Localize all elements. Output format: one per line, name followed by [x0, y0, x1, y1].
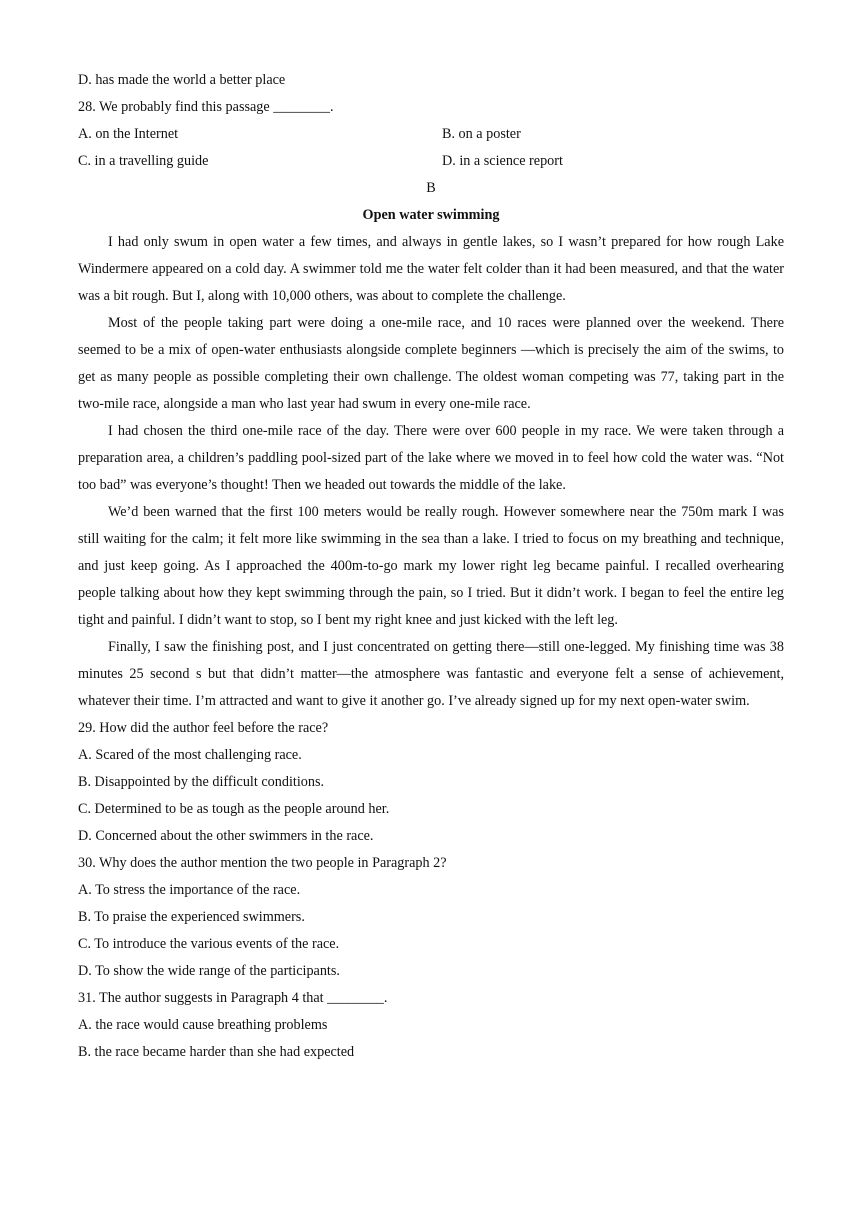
q28-option-c: C. in a travelling guide — [78, 153, 209, 169]
document-page — [78, 67, 784, 1066]
q29-option-a: A. Scared of the most challenging race. — [78, 747, 302, 763]
passage-paragraph-3: I had chosen the third one-mile race of the day. There were over 600 people in my race. We were taken through a preparation area, a children’s paddling pool-sized part of the lake where we moved in to feel how cold the water was. “Not too bad” was everyone’s thought! Then we headed out towards the middle of the lake. — [78, 423, 784, 493]
q30-stem: 30. Why does the author mention the two people in Paragraph 2? — [78, 855, 447, 871]
q30-option-c: C. To introduce the various events of the race. — [78, 936, 340, 952]
passage-paragraph-4: We’d been warned that the first 100 meters would be really rough. However somewhere near the 750m mark I was still waiting for the calm; it felt more like swimming in the sea than a lake. I tried to focus on my breathing and technique, and just keep going. As I approached the 400m-to-go mark my lower right leg became painful. I recalled overhearing people talking about how they kept swimming through the pain, so I tried. But it didn’t work. I began to feel the entire leg tight and painful. I didn’t want to stop, so I bent my right knee and just kicked with the left leg. — [78, 504, 784, 628]
passage-paragraph-5: Finally, I saw the finishing post, and I just concentrated on getting there—still one-legged. My finishing time was 38 minutes 25 second s but that didn’t matter—the atmosphere was fantastic and everyone felt a sense of achievement, whatever their time. I’m attracted and want to give it another go. I’ve already signed up for my next open-water swim. — [78, 639, 784, 709]
q30-option-d: D. To show the wide range of the participants. — [78, 963, 340, 979]
section-letter: B — [426, 180, 436, 196]
q28-stem: 28. We probably find this passage ________. — [78, 99, 334, 115]
q30-option-b: B. To praise the experienced swimmers. — [78, 909, 305, 925]
q29-option-d: D. Concerned about the other swimmers in the race. — [78, 828, 374, 844]
q31-stem: 31. The author suggests in Paragraph 4 that ________. — [78, 990, 388, 1006]
q30-option-a: A. To stress the importance of the race. — [78, 882, 301, 898]
q31-option-a: A. the race would cause breathing problems — [78, 1017, 328, 1033]
q28-options-row-2 — [78, 148, 784, 175]
q27-option-d: D. has made the world a better place — [78, 72, 286, 88]
q28-options-row-1 — [78, 121, 784, 148]
q28-option-d: D. in a science report — [442, 153, 563, 169]
q28-option-a: A. on the Internet — [78, 126, 179, 142]
q29-option-c: C. Determined to be as tough as the people around her. — [78, 801, 390, 817]
passage-title: Open water swimming — [362, 207, 500, 223]
passage-paragraph-1: I had only swum in open water a few times, and always in gentle lakes, so I wasn’t prepared for how rough Lake Windermere appeared on a cold day. A swimmer told me the water felt colder than it had been measured, and that the water was a bit rough. But I, along with 10,000 others, was about to complete the challenge. — [78, 234, 784, 304]
q29-stem: 29. How did the author feel before the race? — [78, 720, 329, 736]
passage-paragraph-2: Most of the people taking part were doing a one-mile race, and 10 races were planned over the weekend. There seemed to be a mix of open-water enthusiasts alongside complete beginners —which is precisely the aim of the swims, to get as many people as possible completing their own challenge. The oldest woman competing was 77, taking part in the two-mile race, alongside a man who last year had swum in every one-mile race. — [78, 315, 784, 412]
q31-option-b: B. the race became harder than she had expected — [78, 1044, 355, 1060]
q29-option-b: B. Disappointed by the difficult conditions. — [78, 774, 325, 790]
q28-option-b: B. on a poster — [442, 126, 521, 142]
